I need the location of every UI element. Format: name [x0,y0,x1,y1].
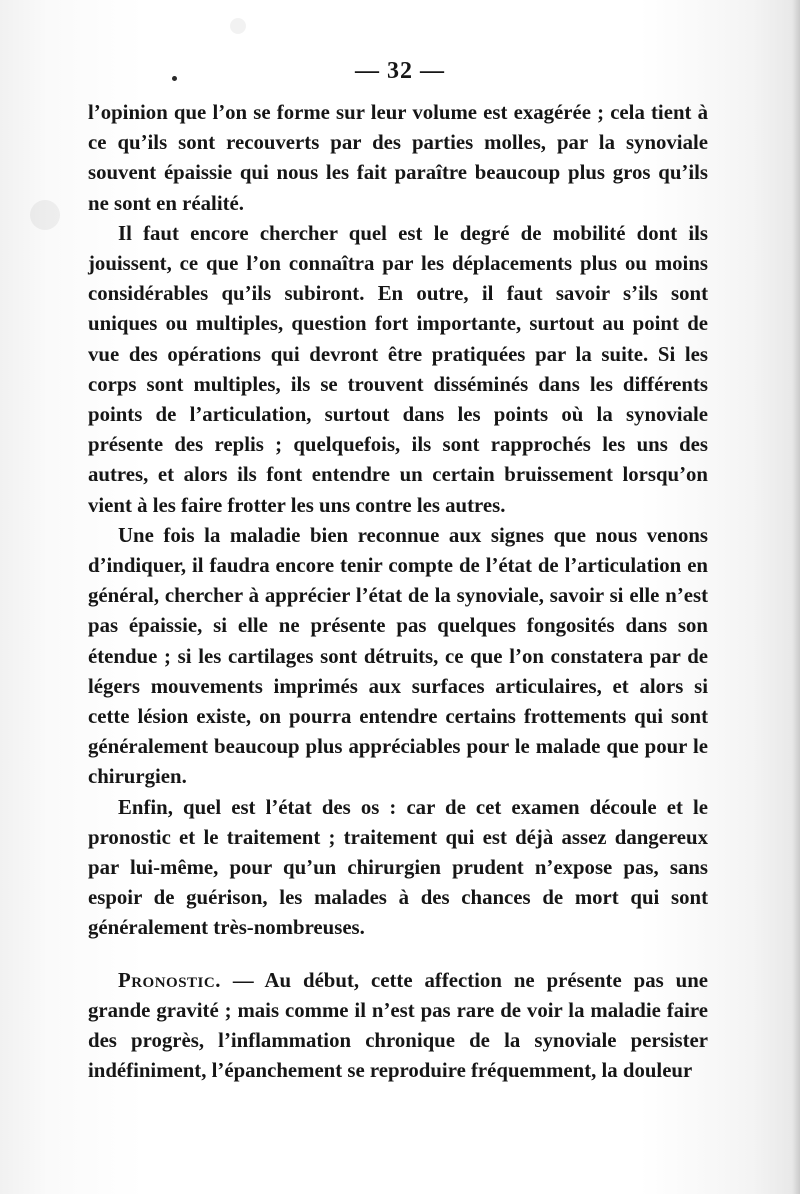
prognosis-text: — Au début, cette affection ne présente pas une grande gravité ; mais comme il n’est pas rare de voir la maladie faire des progrès, l’inflammation chronique de la synoviale persister indéfiniment, l’épanchement se reproduire fréquemment, la douleur [88,968,708,1083]
page-number: — 32 — [355,58,445,84]
paragraph-bones: Enfin, quel est l’état des os : car de cet examen découle et le pronostic et le traitement ; traitement qui est déjà assez dangereux par lui-même, pour qu’un chirurgien prudent n’expose pas, sans espoir de guérison, les malades à des chances de mort qui sont généralement très-nombreuses. [88,795,708,940]
page-edge-shadow [792,0,800,1194]
paper-stain [230,18,246,34]
body-text [88,98,708,1087]
paragraph-prognosis [88,966,708,1087]
paragraph-mobility: Il faut encore chercher quel est le degré de mobilité dont ils jouissent, ce que l’on connaîtra par les déplacements plus ou moins considérables qu’ils subiront. En outre, il faut savoir s’ils sont uniques ou multiples, question fort importante, surtout au point de vue des opérations qui devront être pratiquées par la suite. Si les corps sont multiples, ils se trouvent disséminés dans les différents points de l’articulation, surtout dans les points où la synoviale présente des replis ; quelquefois, ils sont rapprochés les uns des autres, et alors ils font entendre un certain bruissement lorsqu’on vient à les faire frotter les uns contre les autres. [88,221,708,517]
paragraph-diagnosis: Une fois la maladie bien reconnue aux signes que nous venons d’indiquer, il faudra encore tenir compte de l’état de l’articulation en général, chercher à apprécier l’état de la synoviale, savoir si elle n’est pas épaissie, si elle ne présente pas quelques fongosités dans son étendue ; si les cartilages sont détruits, ce que l’on constatera par de légers mouvements imprimés aux surfaces articulaires, et alors si cette lésion existe, on pourra entendre certains frottements qui sont généralement beaucoup plus appréciables pour le malade que pour le chirurgien. [88,523,708,789]
paragraph-continuation: l’opinion que l’on se forme sur leur volume est exagérée ; cela tient à ce qu’ils sont recouverts par des parties molles, par la synoviale souvent épaissie qui nous les fait paraître beaucoup plus gros qu’ils ne sont en réalité. [88,101,708,215]
paper-stain [30,200,60,230]
section-heading-prognosis: Pronostic. [118,968,221,992]
